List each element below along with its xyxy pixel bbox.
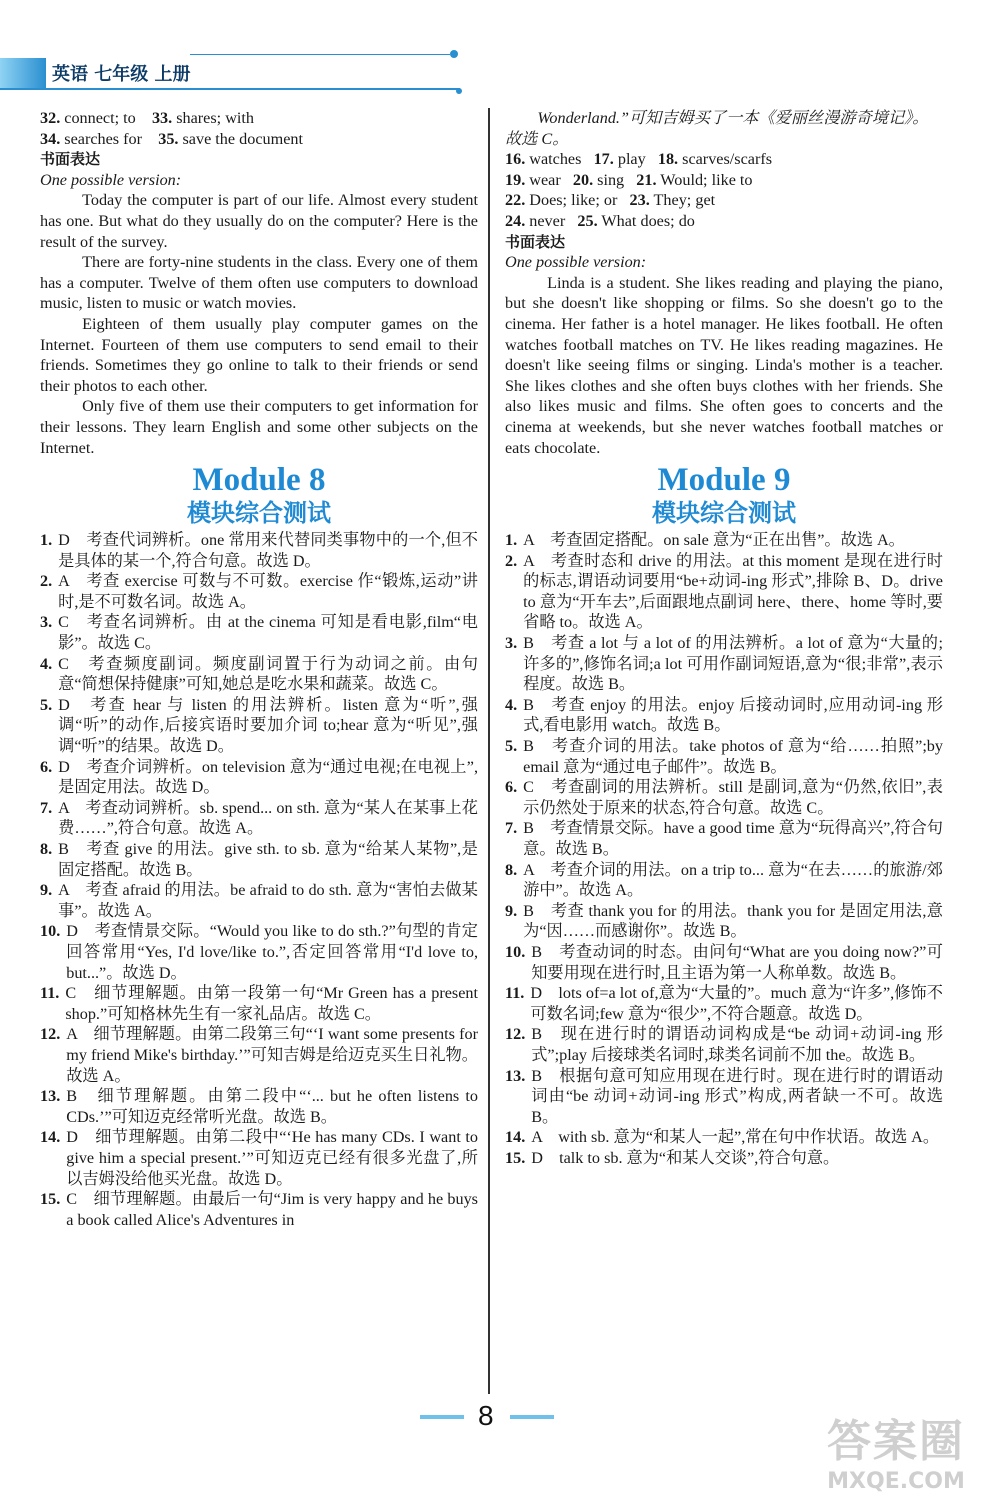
- explanation-item: [40, 983, 478, 1024]
- item-text: A 考查 exercise 可数与不可数。exercise 作“锻炼,运动”讲时,是不可数名词。故选 A。: [58, 572, 478, 611]
- item-text: A 细节理解题。由第二段第三句“‘I want some presents for my friend Mike's birthday.’”可知吉姆是给迈克买生日礼物。故选 A。: [66, 1025, 478, 1085]
- item-text: A 考查介词的用法。on a trip to... 意为“在去……的旅游/郊游中”。故选 A。: [523, 860, 943, 900]
- item-text: B 考查介词的用法。take photos of 意为“给……拍照”;by email 意为“通过电子邮件”。故选 B。: [523, 737, 943, 776]
- item-number: 11.: [40, 984, 60, 1003]
- item-number: 1.: [505, 531, 518, 550]
- explanation-item: [505, 1127, 943, 1148]
- item-text: A 考查 afraid 的用法。be afraid to do sth. 意为“害怕去做某事”。故选 A。: [58, 881, 478, 920]
- answer-text: searches for: [64, 129, 143, 148]
- explanation-item: [505, 777, 943, 818]
- item-number: 15.: [40, 1190, 61, 1209]
- item-number: 7.: [40, 798, 53, 817]
- explanation-item: [40, 1024, 478, 1086]
- explanation-item: [40, 757, 478, 798]
- item-text: B 考查 a lot 与 a lot of 的用法辨析。a lot of 意为“大量的;许多的”,修饰名词;a lot 可用作副词短语,意为“很;非常”,表示程度。故选 B。: [523, 634, 943, 694]
- answer-text: never: [529, 211, 566, 230]
- explanation-item: [505, 901, 943, 942]
- item-text: B 考查 thank you for 的用法。thank you for 是固定用法,意为“因……而感谢你”。故选 B。: [523, 901, 943, 941]
- answer-number: 17.: [593, 150, 614, 169]
- answer-line: [40, 129, 478, 150]
- watermark-url: MXQE.COM: [827, 1469, 965, 1494]
- item-text: D 考查介词辨析。on television 意为“通过电视;在电视上”,是固定用法。故选 D。: [58, 757, 478, 797]
- answer-number: 32.: [40, 109, 61, 127]
- answer-text: connect; to: [64, 109, 136, 127]
- header-color-bar: [0, 58, 46, 88]
- header-dot: [450, 50, 458, 58]
- explanation-item: [505, 860, 943, 901]
- item-text: D 细节理解题。由第二段中“‘He has many CDs. I want to give him a special present.’”可知迈克已经有很多光盘了,所以吉姆没给他买光盘。故选 D。: [66, 1128, 478, 1188]
- essay-paragraph: Only five of them use their computers to get information for their lessons. They learn English and some other subjects on the Internet.: [40, 397, 478, 457]
- explanation-item: [505, 983, 943, 1024]
- item-text: B 细节理解题。由第二段中“‘... but he often listens to CDs.’”可知迈克经常听光盘。故选 B。: [66, 1087, 478, 1126]
- answer-text: What does; do: [601, 211, 695, 230]
- item-number: 5.: [505, 737, 518, 756]
- explanation-item: [505, 942, 943, 983]
- item-number: 14.: [40, 1128, 61, 1147]
- explanation-item: [505, 1066, 943, 1128]
- explanation-item: [40, 695, 478, 757]
- item-number: 6.: [40, 757, 53, 776]
- page-number: 8: [478, 1400, 494, 1431]
- explanation-item: [505, 1148, 943, 1169]
- item-number: 7.: [505, 819, 518, 838]
- item-text: D 考查情景交际。“Would you like to do sth.?”句型的肯定回答常用“Yes, I'd love/like to.”,否定回答常用“I'd love to, but...”。故选 D。: [66, 922, 478, 982]
- answer-number: 23.: [629, 191, 650, 210]
- item-text: B 考查情景交际。have a good time 意为“玩得高兴”,符合句意。故选 B。: [523, 819, 943, 858]
- item-text: A with sb. 意为“和某人一起”,常在句中作状语。故选 A。: [531, 1128, 940, 1147]
- item-text: B 考查动词的时态。由问句“What are you doing now?”可知要用现在进行时,且主语为第一人称单数。故选 B。: [531, 942, 943, 982]
- item-number: 2.: [40, 572, 53, 591]
- column-divider: [488, 108, 490, 1394]
- right-column: [505, 108, 943, 1169]
- item-text: D 考查代词辨析。one 常用来代替同类事物中的一个,但不是具体的某一个,符合句意。故选 D。: [58, 531, 478, 570]
- item-number: 14.: [505, 1128, 526, 1147]
- answer-number: 22.: [505, 191, 526, 210]
- explanation-item: [505, 695, 943, 736]
- explanation-item: [505, 530, 943, 551]
- answer-number: 16.: [505, 150, 526, 169]
- explanation-item: [505, 1024, 943, 1065]
- answer-number: 21.: [636, 170, 657, 189]
- explanation-item: [40, 530, 478, 571]
- module-subtitle: 模块综合测试: [652, 499, 796, 528]
- continued-text: Wonderland.”可知吉姆买了一本《爱丽丝漫游奇境记》。故选 C。: [505, 109, 929, 148]
- writing-label: 书面表达: [505, 232, 566, 251]
- answer-number: 33.: [151, 109, 173, 127]
- item-text: A 考查时态和 drive 的用法。at this moment 是现在进行时的标志,谓语动词要用“be+动词-ing 形式”,排除 B、D。drive to 意为“开车去”,后面跟地点副词 here、there、home 等时,要省略 to。故选 A。: [523, 551, 943, 632]
- version-label: One possible version:: [505, 253, 647, 272]
- version-label: One possible version:: [40, 170, 182, 189]
- left-column: [40, 108, 478, 1230]
- answer-text: save the document: [182, 129, 303, 148]
- essay-paragraph: Eighteen of them usually play computer games on the Internet. Fourteen of them use computers to send email to their friends. Sometimes they go online to talk to their friends or send their photos to each other.: [40, 314, 478, 395]
- item-text: A 考查动词辨析。sb. spend... on sth. 意为“某人在某事上花费……”,符合句意。故选 A。: [58, 798, 478, 838]
- essay-paragraph: Linda is a student. She likes reading and playing the piano, but she doesn't like shopping or films. So she doesn't go to the cinema. Her father is a hotel manager. He likes football. He often watches football matches on TV. He likes reading magazines. He doesn't like seeing films or singing. Linda's mother is a teacher. She likes clothes and she often buys clothes with her friends. She also likes music and films. She often goes to concerts and the cinema at weekends, but she never watches football matches or eats chocolate.: [505, 273, 943, 457]
- item-number: 13.: [505, 1066, 526, 1085]
- item-text: B 考查 give 的用法。give sth. to sb. 意为“给某人某物”,是固定搭配。故选 B。: [58, 840, 478, 879]
- answer-text: scarves/scarfs: [682, 150, 773, 169]
- item-number: 9.: [505, 901, 518, 920]
- answer-text: Would; like to: [660, 170, 753, 189]
- answer-text: wear: [529, 170, 561, 189]
- explanation-item: [40, 654, 478, 695]
- item-number: 12.: [505, 1025, 526, 1044]
- answer-text: shares; with: [176, 109, 254, 127]
- answer-text: sing: [597, 170, 625, 189]
- explanation-item: [505, 633, 943, 695]
- module-title: Module 9: [657, 462, 791, 499]
- answer-number: 25.: [577, 211, 598, 230]
- module-subtitle: 模块综合测试: [187, 499, 331, 528]
- item-number: 4.: [40, 654, 53, 673]
- item-number: 5.: [40, 695, 53, 714]
- explanation-item: [40, 798, 478, 839]
- answer-line: [505, 190, 943, 211]
- answer-line: [505, 211, 943, 232]
- item-text: B 考查 enjoy 的用法。enjoy 后接动词时,应用动词-ing 形式,看电影用 watch。故选 B。: [523, 695, 943, 735]
- item-number: 10.: [40, 922, 61, 941]
- item-number: 13.: [40, 1087, 61, 1106]
- module-title: Module 8: [192, 462, 326, 499]
- item-text: B 现在进行时的谓语动词构成是“be 动词+动词-ing 形式”;play 后接球类名词时,球类名词前不加 the。故选 B。: [531, 1025, 943, 1064]
- item-number: 2.: [505, 551, 518, 570]
- header-title: 英语 七年级 上册: [52, 64, 191, 85]
- item-text: C 考查名词辨析。由 at the cinema 可知是看电影,film“电影”。故选 C。: [58, 613, 478, 653]
- item-number: 9.: [40, 881, 53, 900]
- item-number: 11.: [505, 984, 525, 1003]
- item-text: C 细节理解题。由最后一句“Jim is very happy and he buys a book called Alice's Adventures in: [66, 1190, 478, 1229]
- item-text: C 考查副词的用法辨析。still 是副词,意为“仍然,依旧”,表示仍然处于原来的状态,符合句意。故选 C。: [523, 778, 943, 817]
- explanation-item: [40, 839, 478, 880]
- watermark-logo: 答案圈: [827, 1416, 965, 1467]
- explanation-item: [40, 1127, 478, 1189]
- explanation-item: [40, 1086, 478, 1127]
- footer-decoration: [510, 1415, 554, 1419]
- answer-number: 18.: [657, 150, 679, 169]
- item-text: C 细节理解题。由第一段第一句“Mr Green has a present shop.”可知格林先生有一家礼品店。故选 C。: [65, 984, 478, 1023]
- item-number: 4.: [505, 695, 518, 714]
- answer-line: [505, 170, 943, 191]
- item-text: D talk to sb. 意为“和某人交谈”,符合句意。: [531, 1148, 840, 1167]
- essay-paragraph: There are forty-nine students in the class. Every one of them has a computer. Twelve of them often use computers to download music, listen to music or watch movies.: [40, 253, 478, 313]
- answer-line: [40, 108, 478, 129]
- essay-paragraph: Today the computer is part of our life. Almost every student has one. But what do they usually do on the computer? Here is the result of the survey.: [40, 191, 478, 251]
- answer-text: They; get: [653, 191, 716, 210]
- item-number: 8.: [505, 860, 518, 879]
- item-text: C 考查频度副词。频度副词置于行为动词之前。由句意“简想保持健康”可知,她总是吃水果和蔬菜。故选 C。: [58, 654, 478, 694]
- answer-text: Does; like; or: [529, 191, 618, 210]
- answer-number: 34.: [40, 129, 61, 148]
- item-number: 8.: [40, 840, 53, 858]
- item-number: 15.: [505, 1148, 526, 1167]
- header-rule: [0, 88, 460, 90]
- item-number: 6.: [505, 778, 518, 797]
- item-number: 3.: [505, 634, 518, 653]
- item-number: 3.: [40, 613, 53, 632]
- explanation-item: [40, 612, 478, 653]
- item-number: 1.: [40, 531, 53, 550]
- header-thin-rule: [190, 54, 450, 55]
- answer-number: 19.: [505, 170, 526, 189]
- item-number: 12.: [40, 1025, 61, 1044]
- answer-line: [505, 149, 943, 170]
- explanation-item: [505, 551, 943, 633]
- explanation-item: [40, 880, 478, 921]
- page-header: [0, 58, 470, 88]
- writing-label: 书面表达: [40, 150, 101, 169]
- footer-decoration: [420, 1415, 464, 1419]
- explanation-item: [40, 571, 478, 612]
- item-number: 10.: [505, 942, 526, 961]
- explanation-item: [505, 818, 943, 859]
- explanation-item: [40, 1189, 478, 1230]
- item-text: D 考查 hear 与 listen 的用法辨析。listen 意为“听”,强调“听”的动作,后接宾语时要加介词 to;hear 意为“听见”,强调“听”的结果。故选 D。: [58, 695, 478, 756]
- answer-number: 24.: [505, 211, 526, 230]
- answer-number: 35.: [158, 129, 179, 148]
- item-text: A 考查固定搭配。on sale 意为“正在出售”。故选 A。: [523, 531, 905, 550]
- explanation-item: [505, 736, 943, 777]
- item-text: D lots of=a lot of,意为“大量的”。much 意为“许多”,修饰不可数名词;few 意为“很少”,不符合题意。故选 D。: [530, 984, 943, 1023]
- header-dot: [456, 88, 462, 94]
- item-text: B 根据句意可知应用现在进行时。现在进行时的谓语动词由“be 动词+动词-ing 形式”构成,两者缺一不可。故选 B。: [531, 1066, 943, 1126]
- answer-text: play: [617, 150, 646, 169]
- watermark: [806, 1405, 986, 1497]
- explanation-item: [40, 921, 478, 983]
- answer-text: watches: [529, 150, 582, 169]
- answer-number: 20.: [572, 170, 594, 189]
